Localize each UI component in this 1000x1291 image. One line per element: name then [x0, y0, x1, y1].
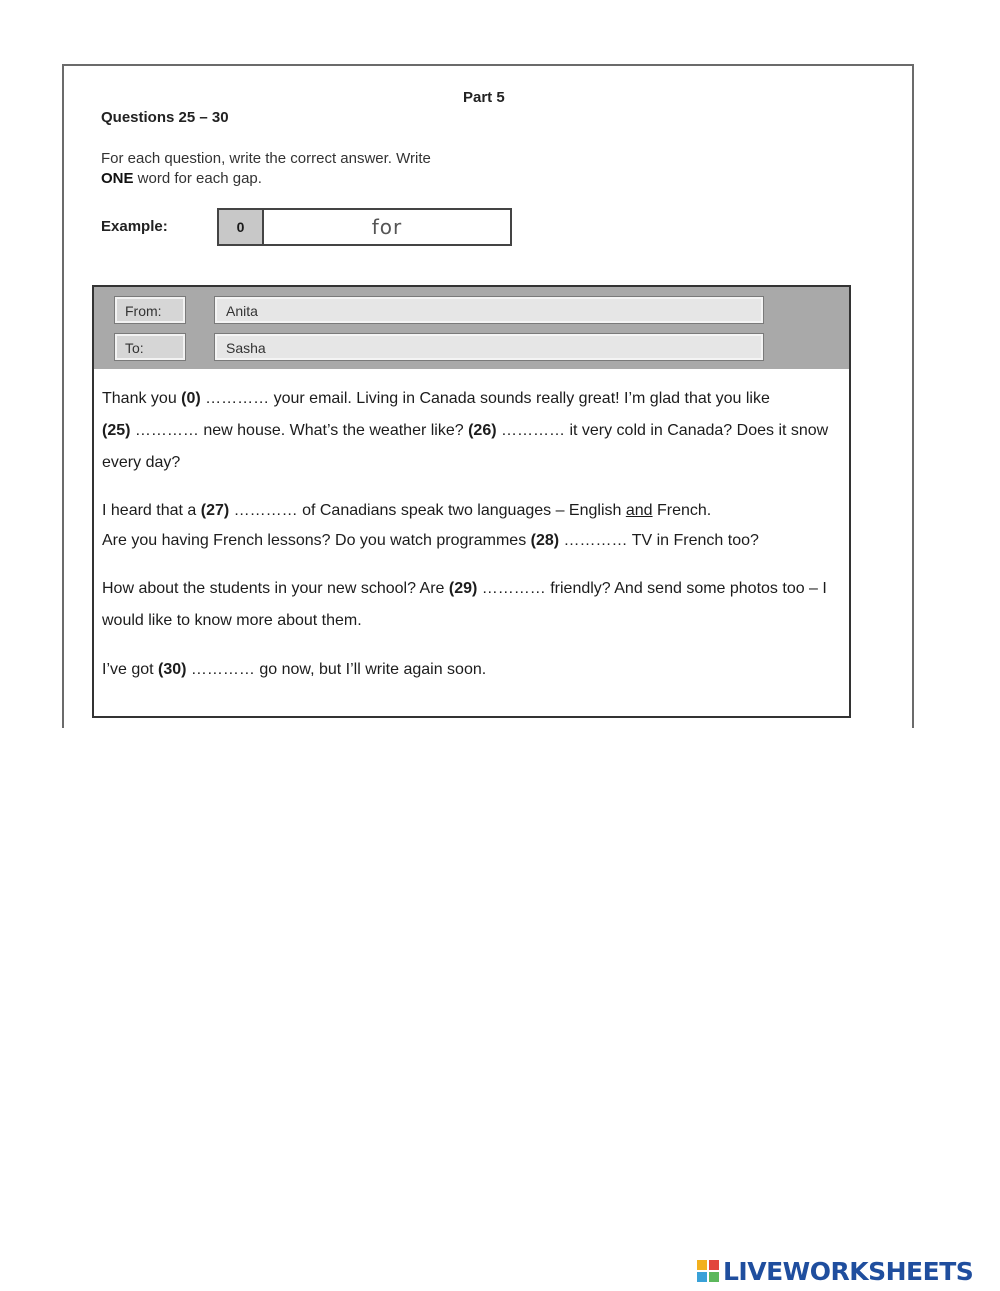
gap-27-number: (27) — [200, 502, 230, 519]
example-answer: for — [262, 208, 512, 246]
gap-0-number: (0) — [181, 390, 201, 407]
paragraph-1: Thank you (0) ………… your email. Living in Canada sounds really great! I’m glad that you like (25) ………… new house. What’s the weather like? (26) ………… it very cold in Canada? Does it snow every day? — [102, 390, 829, 471]
email-box — [92, 285, 851, 718]
from-label: From: — [115, 297, 185, 323]
gap-25-number: (25) — [102, 422, 131, 439]
example-number: 0 — [217, 208, 263, 246]
questions-range: Questions 25 – 30 — [101, 109, 229, 126]
liveworksheets-logo — [697, 1255, 973, 1287]
instructions: For each question, write the correct answer. Write ONE word for each gap. — [101, 150, 431, 187]
gap-30-number: (30) — [158, 661, 187, 678]
from-field: Anita — [215, 297, 763, 323]
email-header — [94, 287, 849, 369]
email-body — [102, 383, 847, 703]
gap-26-number: (26) — [468, 422, 497, 439]
paragraph-3: How about the students in your new school? Are (29) ………… friendly? And send some photos too – I would like to know more about them. — [102, 580, 827, 629]
example-label: Example: — [101, 218, 168, 235]
gap-28-number: (28) — [530, 532, 560, 549]
paragraph-4: I’ve got (30) ………… go now, but I’ll write again soon. — [102, 661, 487, 678]
gap-29-number: (29) — [448, 580, 478, 597]
liveworksheets-logo-icon — [697, 1260, 719, 1282]
to-label: To: — [115, 334, 185, 360]
to-field: Sasha — [215, 334, 763, 360]
paragraph-2: I heard that a (27) ………… of Canadians speak two languages – English and French. Are you having French lessons? Do you watch programmes (28) ………… TV in French too? — [102, 502, 759, 549]
liveworksheets-logo-text: LIVEWORKSHEETS — [723, 1256, 974, 1286]
part-title: Part 5 — [463, 89, 505, 106]
